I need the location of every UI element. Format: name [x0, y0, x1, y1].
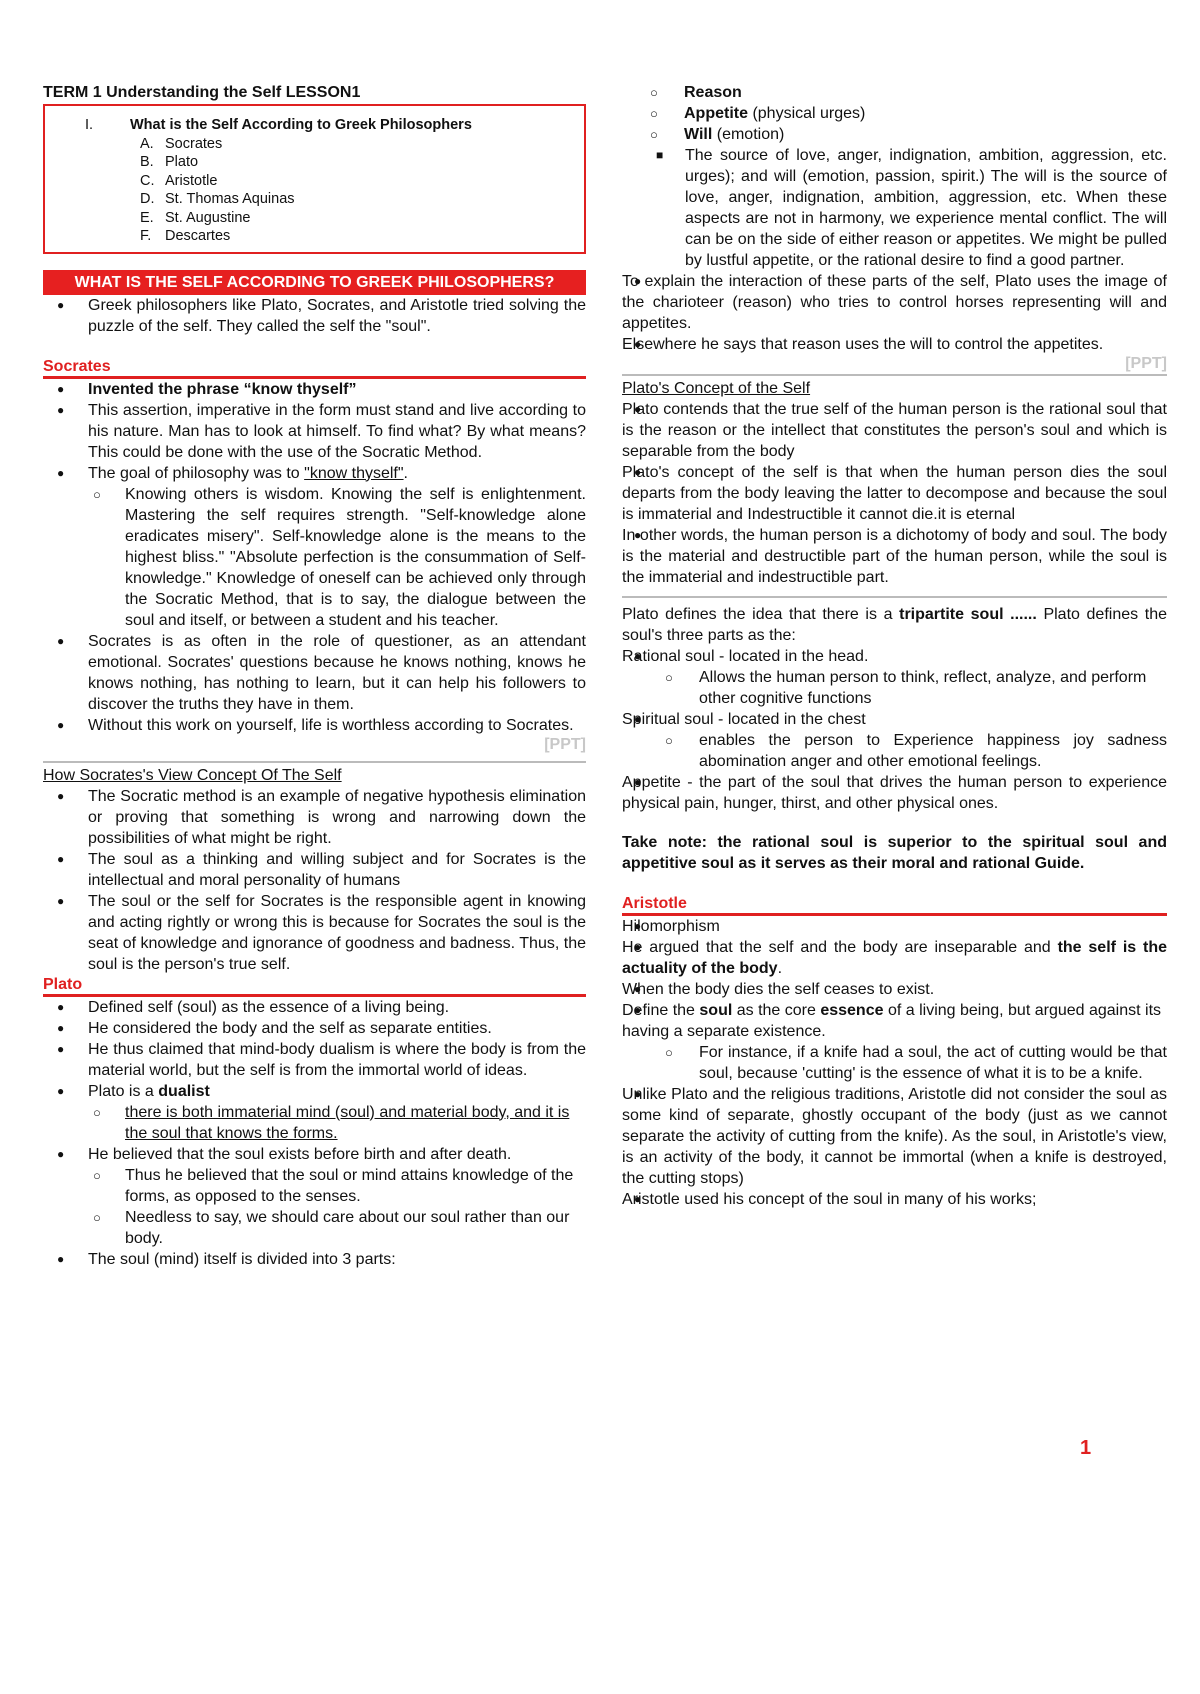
list-item [43, 463, 586, 484]
list-item [622, 979, 1167, 1000]
toc-item-number: F. [140, 228, 152, 244]
list-item-text: He argued that the self and the body are inseparable and [622, 939, 1058, 956]
toc-item-label: Plato [165, 154, 199, 170]
list-item-text: . [777, 960, 783, 977]
list-item [622, 334, 1167, 355]
aristotle-heading: Aristotle [622, 894, 1167, 916]
list-item [622, 916, 1167, 937]
sub-list-item [652, 124, 1167, 145]
socrates-view-heading: How Socrates's View Concept Of The Self [43, 761, 586, 786]
list-item [622, 271, 1167, 334]
list-item [43, 1081, 586, 1102]
list-item [622, 1000, 1167, 1042]
list-item-text: The goal of philosophy was to [88, 464, 305, 482]
sub-list-item: ○ For instance, if a knife had a soul, the act of cutting would be that soul, because 'cutting' is the essence of what it is to be a knife. [667, 1042, 1167, 1084]
list-item: ● This assertion, imperative in the form must stand and live according to his nature. Man has to look at himself. To find what? By what means? This could be done with the use of the Socratic Method. [43, 400, 586, 463]
list-item-text: ● Hilomorphism [622, 918, 720, 935]
plato-list-cont [622, 271, 1167, 355]
list-item: ● Greek philosophers like Plato, Socrates, and Aristotle tried solving the puzzle of the self. They called the self the "soul". [43, 295, 586, 337]
list-item-text: ● Plato contends that the true self of the human person is the rational soul that is the reason or the intellect that constitutes the person's soul and which is separable from the body [622, 401, 1167, 460]
left-column [43, 82, 586, 1270]
section-banner: WHAT IS THE SELF ACCORDING TO GREEK PHILOSOPHERS? [43, 270, 586, 295]
plato-concept-heading: Plato's Concept of the Self [622, 374, 1167, 399]
document-title: TERM 1 Understanding the Self LESSON1 [43, 84, 361, 101]
sub-list-item [652, 103, 1167, 124]
toc-item-label: Descartes [165, 228, 231, 244]
list-item [622, 937, 1167, 979]
toc-item [45, 227, 572, 246]
toc-main-item [45, 116, 572, 135]
socrates-heading: Socrates [43, 357, 586, 379]
dualist-term: dualist [158, 1082, 210, 1100]
tripartite-paragraph [622, 604, 1167, 646]
toc-item-label: St. Thomas Aquinas [165, 191, 295, 207]
list-item-text: Define the [622, 1002, 700, 1019]
list-item-text: ● Appetite - the part of the soul that drives the human person to experience physical pain, hunger, thirst, and other physical ones. [622, 774, 1167, 812]
aristotle-list [622, 916, 1167, 1210]
list-item-text: . [403, 464, 408, 482]
soul-parts-list [622, 82, 1167, 271]
list-item-text: Invented the phrase “know thyself” [88, 380, 357, 398]
socrates-view-list [43, 786, 586, 975]
toc-main-label: What is the Self According to Greek Philosophers [130, 117, 472, 133]
sub-list-item: ○ Knowing others is wisdom. Knowing the self is enlightenment. Mastering the self requires strength. "Self-knowledge alone eradicates misery". Self-knowledge alone is the means to the highest bliss." "Absolute perfection is the consummation of Self-knowledge." Knowledge of oneself can be achieved only through the Socratic Method, that is to say, the dialogue between the soul and itself, or between a student and his teacher. [43, 484, 586, 631]
list-item [622, 646, 1167, 667]
toc-item-label: St. Augustine [165, 209, 251, 226]
list-item-text: ● Unlike Plato and the religious traditions, Aristotle did not consider the soul as some kind of separate, ghostly occupant of the body (just as we cannot separate the activity of cutting from the knife). As the soul, in Aristotle's view, is an activity of the body, it cannot be immortal (when a knife is destroyed, the cutting stops) [622, 1086, 1167, 1187]
toc-item [45, 190, 572, 209]
toc-item-number: D. [140, 191, 155, 207]
list-item [622, 772, 1167, 814]
list-item-bold: essence [820, 1002, 884, 1019]
paragraph-text: Plato defines the soul's three parts as the: [622, 606, 1167, 644]
plato-heading: Plato [43, 975, 586, 997]
tripartite-list [622, 646, 1167, 814]
ppt-tag: [PPT] [1125, 355, 1167, 372]
sub-list-item: ○ Allows the human person to think, reflect, analyze, and perform other cognitive functions [667, 667, 1167, 709]
soul-part-desc: (emotion) [712, 126, 785, 143]
toc-item [45, 172, 572, 191]
toc-item-number: C. [140, 172, 155, 189]
socrates-list [43, 379, 586, 736]
list-item [622, 1084, 1167, 1189]
toc-item-number: B. [140, 154, 154, 170]
list-item-text: ● Rational soul - located in the head. [622, 648, 869, 665]
list-item: ● He believed that the soul exists before birth and after death. [43, 1144, 586, 1165]
toc-item [45, 135, 572, 154]
list-item-text: ● Elsewhere he says that reason uses the will to control the appetites. [622, 336, 1104, 353]
divider [622, 596, 1167, 598]
sub-list-item: ○ Thus he believed that the soul or mind attains knowledge of the forms, as opposed to the senses. [43, 1165, 586, 1207]
toc-item-number: A. [140, 135, 154, 152]
sub-list-item [652, 82, 1167, 103]
sub-list-item: ○ enables the person to Experience happiness joy sadness abomination anger and other emotional feelings. [667, 730, 1167, 772]
list-item-text: ● Spiritual soul - located in the chest [622, 711, 866, 728]
list-item: ● He considered the body and the self as separate entities. [43, 1018, 586, 1039]
soul-part-name: Will [684, 126, 713, 143]
toc-item [45, 153, 572, 172]
list-item-text: Plato is a [88, 1082, 159, 1100]
list-item [622, 399, 1167, 462]
list-item-text: of a living being, but argued against its having a separate existence. [622, 1002, 1162, 1040]
list-item: ● Defined self (soul) as the essence of a living being. [43, 997, 586, 1018]
soul-part-desc: (physical urges) [748, 105, 866, 122]
list-item-text: ● Plato's concept of the self is that when the human person dies the soul departs from the body leaving the latter to decompose and because the soul is immaterial and Indestructible it cannot die.it is eternal [622, 464, 1167, 523]
list-item [622, 525, 1167, 588]
list-item [622, 709, 1167, 730]
plato-list [43, 997, 586, 1270]
list-item-bold: soul [699, 1002, 733, 1019]
list-item: ● The Socratic method is an example of negative hypothesis elimination or proving that something is wrong and narrowing down the possibilities of what might be right. [43, 786, 586, 849]
list-item: ● Socrates is as often in the role of questioner, as an attendant emotional. Socrates' questions because he knows nothing, knows he knows nothing, has nothing to learn, but it can help his followers to discover the truths they have in them. [43, 631, 586, 715]
list-item [622, 1189, 1167, 1210]
plato-concept-list [622, 399, 1167, 588]
toc-item-number: E. [140, 209, 154, 226]
sub-list-item [43, 1102, 586, 1144]
intro-list [43, 295, 586, 337]
tripartite-term: tripartite soul ...... [899, 606, 1037, 623]
toc-item [45, 209, 572, 228]
list-item-text: ● Aristotle used his concept of the soul in many of his works; [622, 1191, 1037, 1208]
list-item-text: ● In other words, the human person is a dichotomy of body and soul. The body is the material and destructible part of the human person, while the soul is the immaterial and indestructible part. [622, 527, 1167, 586]
list-item: ● The soul as a thinking and willing subject and for Socrates is the intellectual and moral personality of humans [43, 849, 586, 891]
table-of-contents [43, 104, 586, 254]
list-item-text: as the core [732, 1002, 821, 1019]
soul-part-name: Appetite [684, 105, 748, 122]
list-item [622, 462, 1167, 525]
toc-item-label: Aristotle [165, 172, 218, 189]
toc-item-label: Socrates [165, 135, 223, 152]
ppt-tag: [PPT] [544, 735, 586, 753]
list-item-text: ● When the body dies the self ceases to exist. [622, 981, 935, 998]
list-item: ● The soul or the self for Socrates is the responsible agent in knowing and acting rightly or wrong this is because for Socrates the soul is the seat of knowledge and ignorance of goodness and badness. Thus, the soul is the person's true self. [43, 891, 586, 975]
paragraph-text: Plato defines the idea that there is a [622, 606, 900, 623]
list-item-text: ● To explain the interaction of these parts of the self, Plato uses the image of the charioteer (reason) who tries to control horses representing will and appetites. [622, 273, 1167, 332]
sub-sub-list-item: ■ The source of love, anger, indignation, ambition, aggression, etc. urges); and will (emotion, passion, spirit.) The will is the source of love, anger, indignation, ambition, aggression, etc. When these aspects are not in harmony, we experience mental conflict. The will can be on the side of either reason or appetites. We might be pulled by lustful appetite, or the rational desire to find a good partner. [622, 145, 1167, 271]
sub-list-item-text: there is both immaterial mind (soul) and material body, and it is the soul that knows the forms. [125, 1103, 570, 1142]
list-item: ● The soul (mind) itself is divided into 3 parts: [43, 1249, 586, 1270]
sub-list-item: ○ Needless to say, we should care about our soul rather than our body. [43, 1207, 586, 1249]
list-item: ● Without this work on yourself, life is worthless according to Socrates. [43, 715, 586, 736]
list-item-bold: the self is the actuality of the body [622, 939, 1168, 977]
toc-main-number: I. [85, 117, 94, 133]
take-note: Take note: the rational soul is superior to the spiritual soul and appetitive soul as it serves as their moral and rational Guide. [622, 834, 1167, 872]
page-number: 1 [1080, 1437, 1092, 1459]
list-item [43, 379, 586, 400]
know-thyself-phrase: "know thyself" [304, 464, 404, 482]
right-column [622, 82, 1167, 1210]
list-item: ● He thus claimed that mind-body dualism is where the body is from the material world, but the self is from the immortal world of ideas. [43, 1039, 586, 1081]
soul-part-name: Reason [684, 84, 742, 101]
